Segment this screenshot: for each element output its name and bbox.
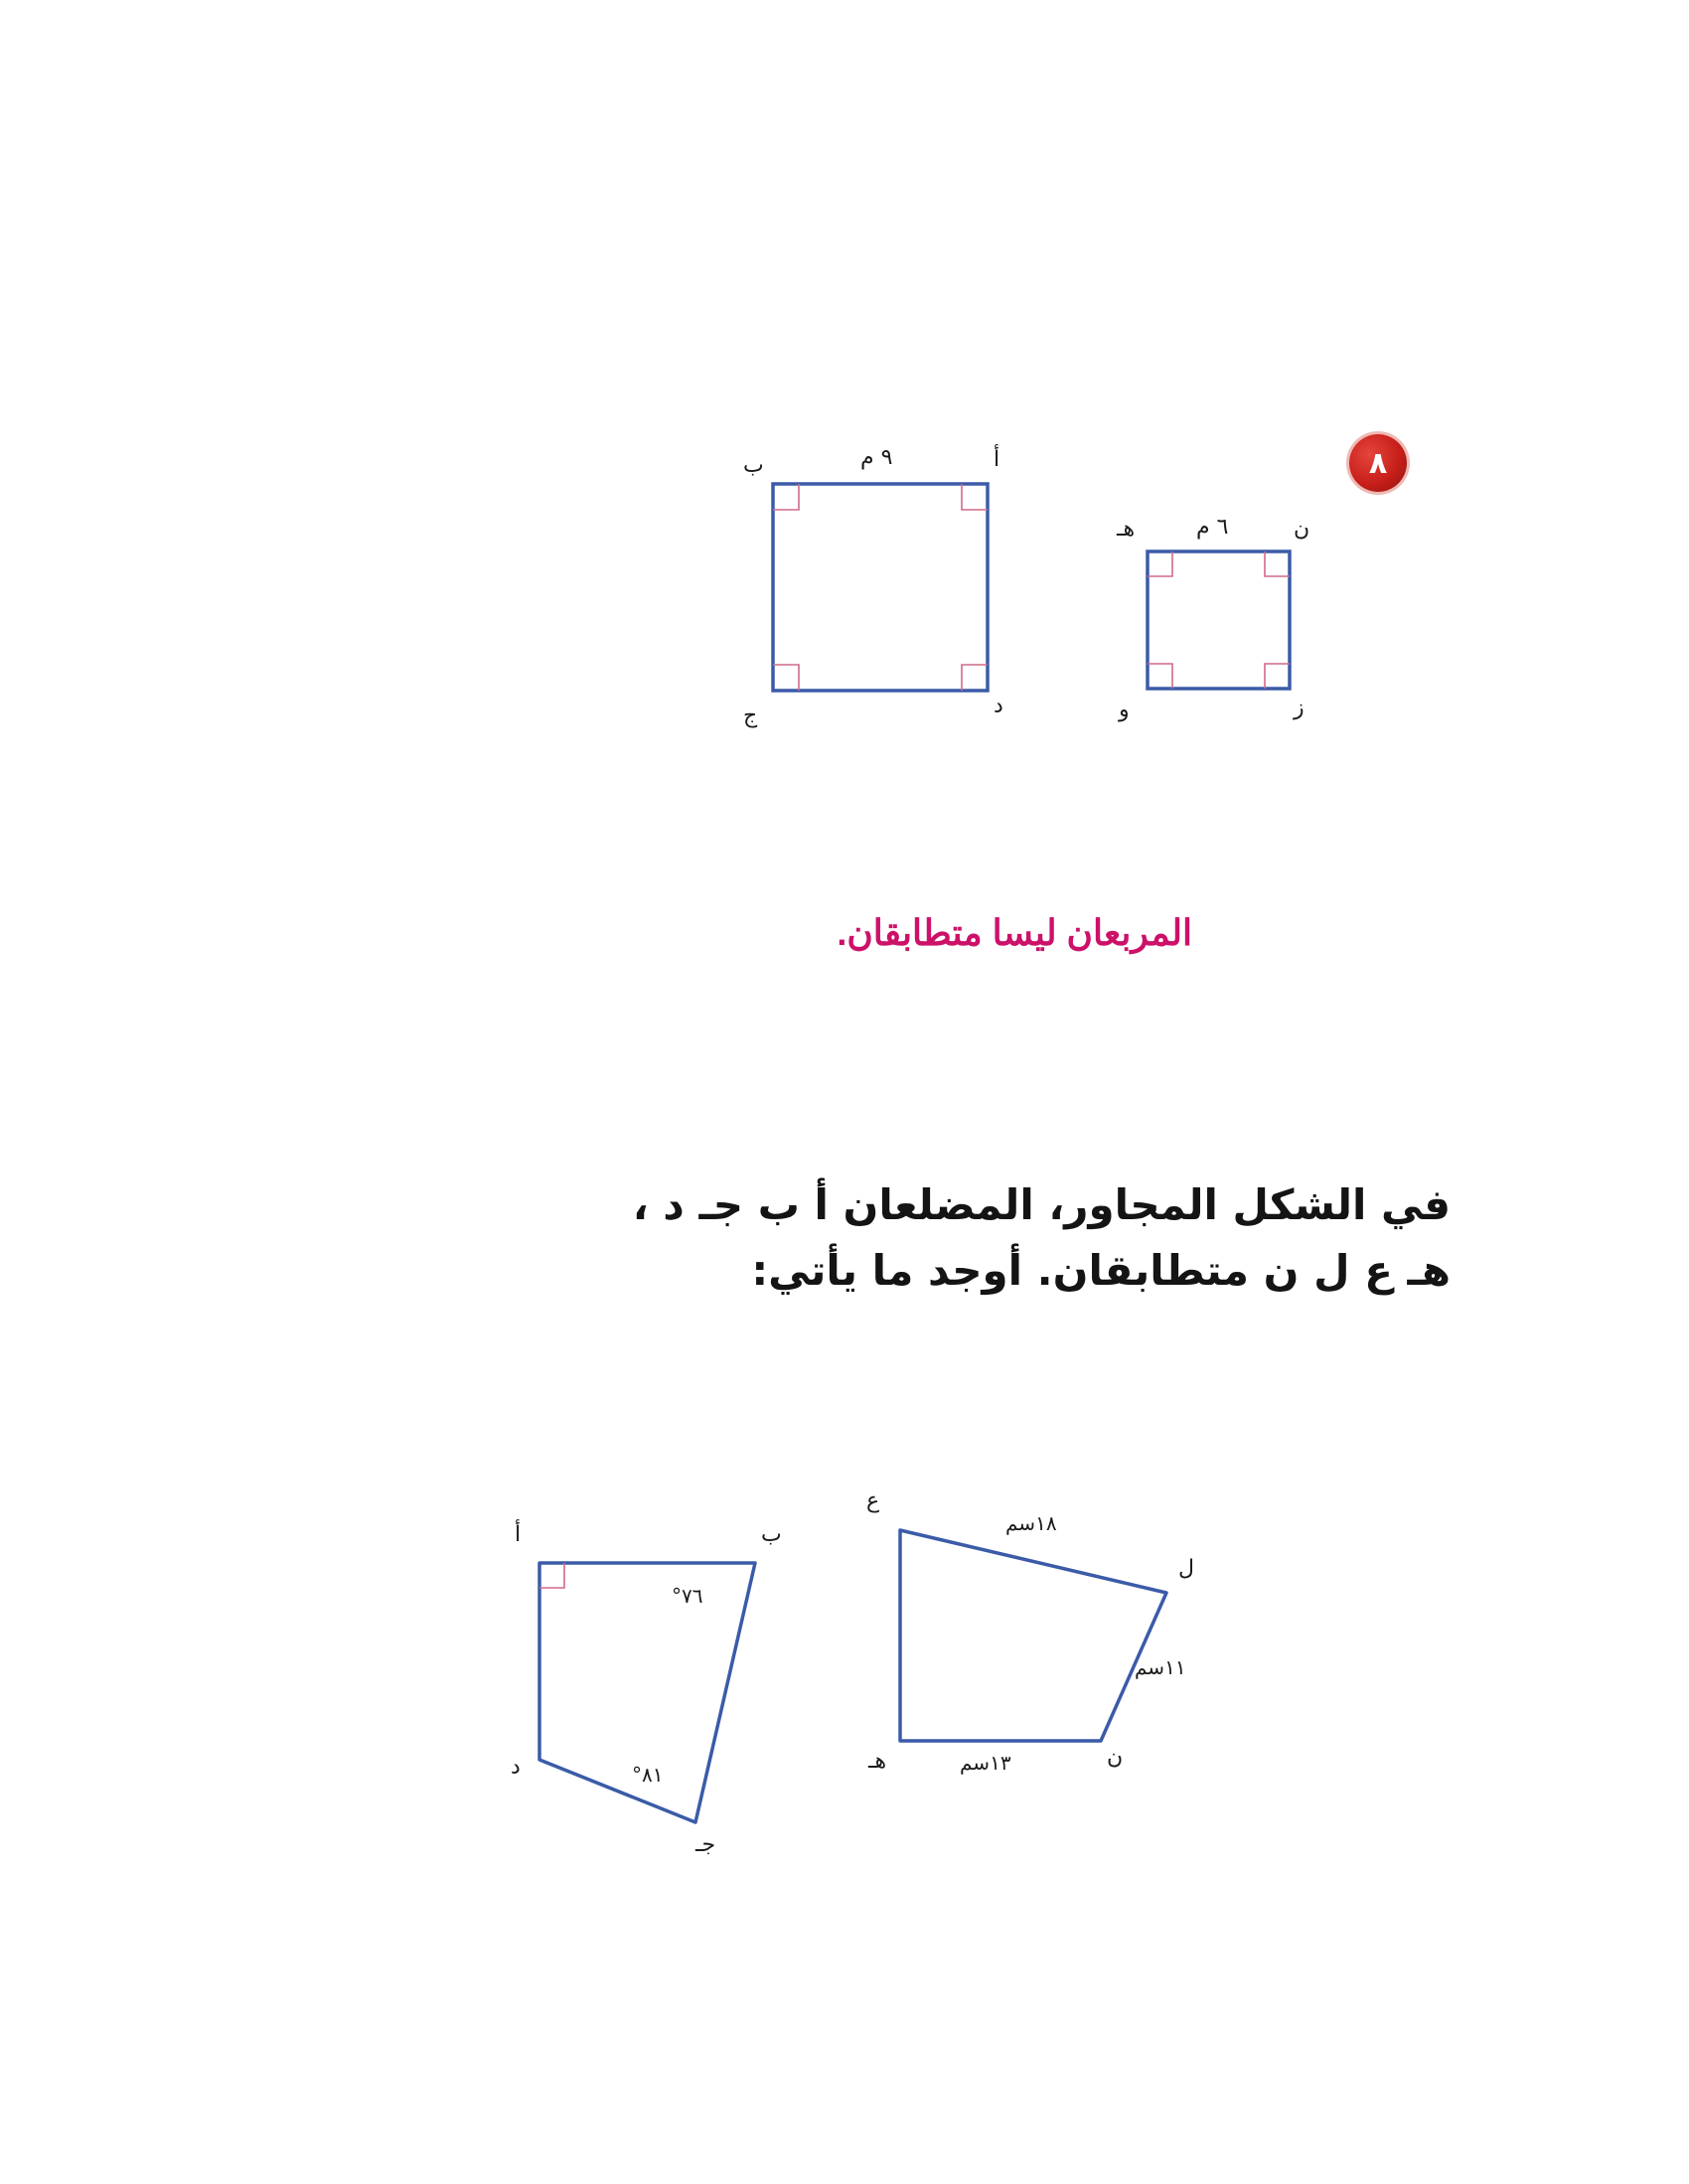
vertex-label-n: ن [1107, 1745, 1124, 1770]
vertex-label-c: جـ [695, 1832, 716, 1857]
angle-c-label: °٨١ [632, 1763, 664, 1787]
question-line-2: هـ ع ل ن متطابقان. أوجد ما يأتي: [751, 1246, 1451, 1295]
answer-text: المربعان ليسا متطابقان. [837, 912, 1192, 953]
vertex-label-l: ل [1178, 1556, 1194, 1581]
vertex-label-z: ز [1294, 696, 1305, 720]
side-length-label: ٩ م [860, 445, 893, 470]
vertex-label-w: و [1119, 698, 1130, 722]
angle-b-label: °٧٦ [672, 1584, 703, 1608]
quadrilateral-hqln [900, 1530, 1166, 1741]
right-angle-marker [1265, 664, 1290, 689]
right-angle-marker [1148, 664, 1172, 689]
vertex-label-d: د [511, 1755, 521, 1780]
question-text [632, 1172, 1451, 1304]
large-square [773, 484, 988, 691]
vertex-label-q: ع [866, 1488, 880, 1513]
right-angle-marker [773, 484, 799, 510]
side-ln-label: ١١سم [1135, 1655, 1186, 1679]
vertex-label-c: ج [743, 703, 758, 728]
right-angle-marker [962, 665, 988, 691]
small-square [1148, 551, 1290, 689]
vertex-label-h: هـ [1117, 517, 1136, 542]
right-angle-marker [962, 484, 988, 510]
vertex-label-h: هـ [868, 1749, 887, 1774]
vertex-label-b: ب [761, 1522, 782, 1547]
vertex-label-b: ب [743, 453, 764, 478]
right-angle-marker [1148, 551, 1172, 576]
side-length-label: ٦ م [1196, 515, 1229, 540]
right-angle-marker [773, 665, 799, 691]
vertex-label-d: د [994, 694, 1003, 718]
side-hn-label: ١٣سم [960, 1751, 1011, 1775]
vertex-label-a: أ [515, 1522, 522, 1547]
right-angle-marker [1265, 551, 1290, 576]
vertex-label-a: أ [994, 447, 1000, 472]
exercise-number-badge: ٨ [1349, 434, 1407, 492]
right-angle-marker [539, 1563, 564, 1588]
side-ql-label: ١٨سم [1005, 1511, 1057, 1535]
vertex-label-n: ن [1294, 517, 1310, 542]
question-line-1: في الشكل المجاور، المضلعان أ ب جـ د ، [632, 1180, 1451, 1229]
